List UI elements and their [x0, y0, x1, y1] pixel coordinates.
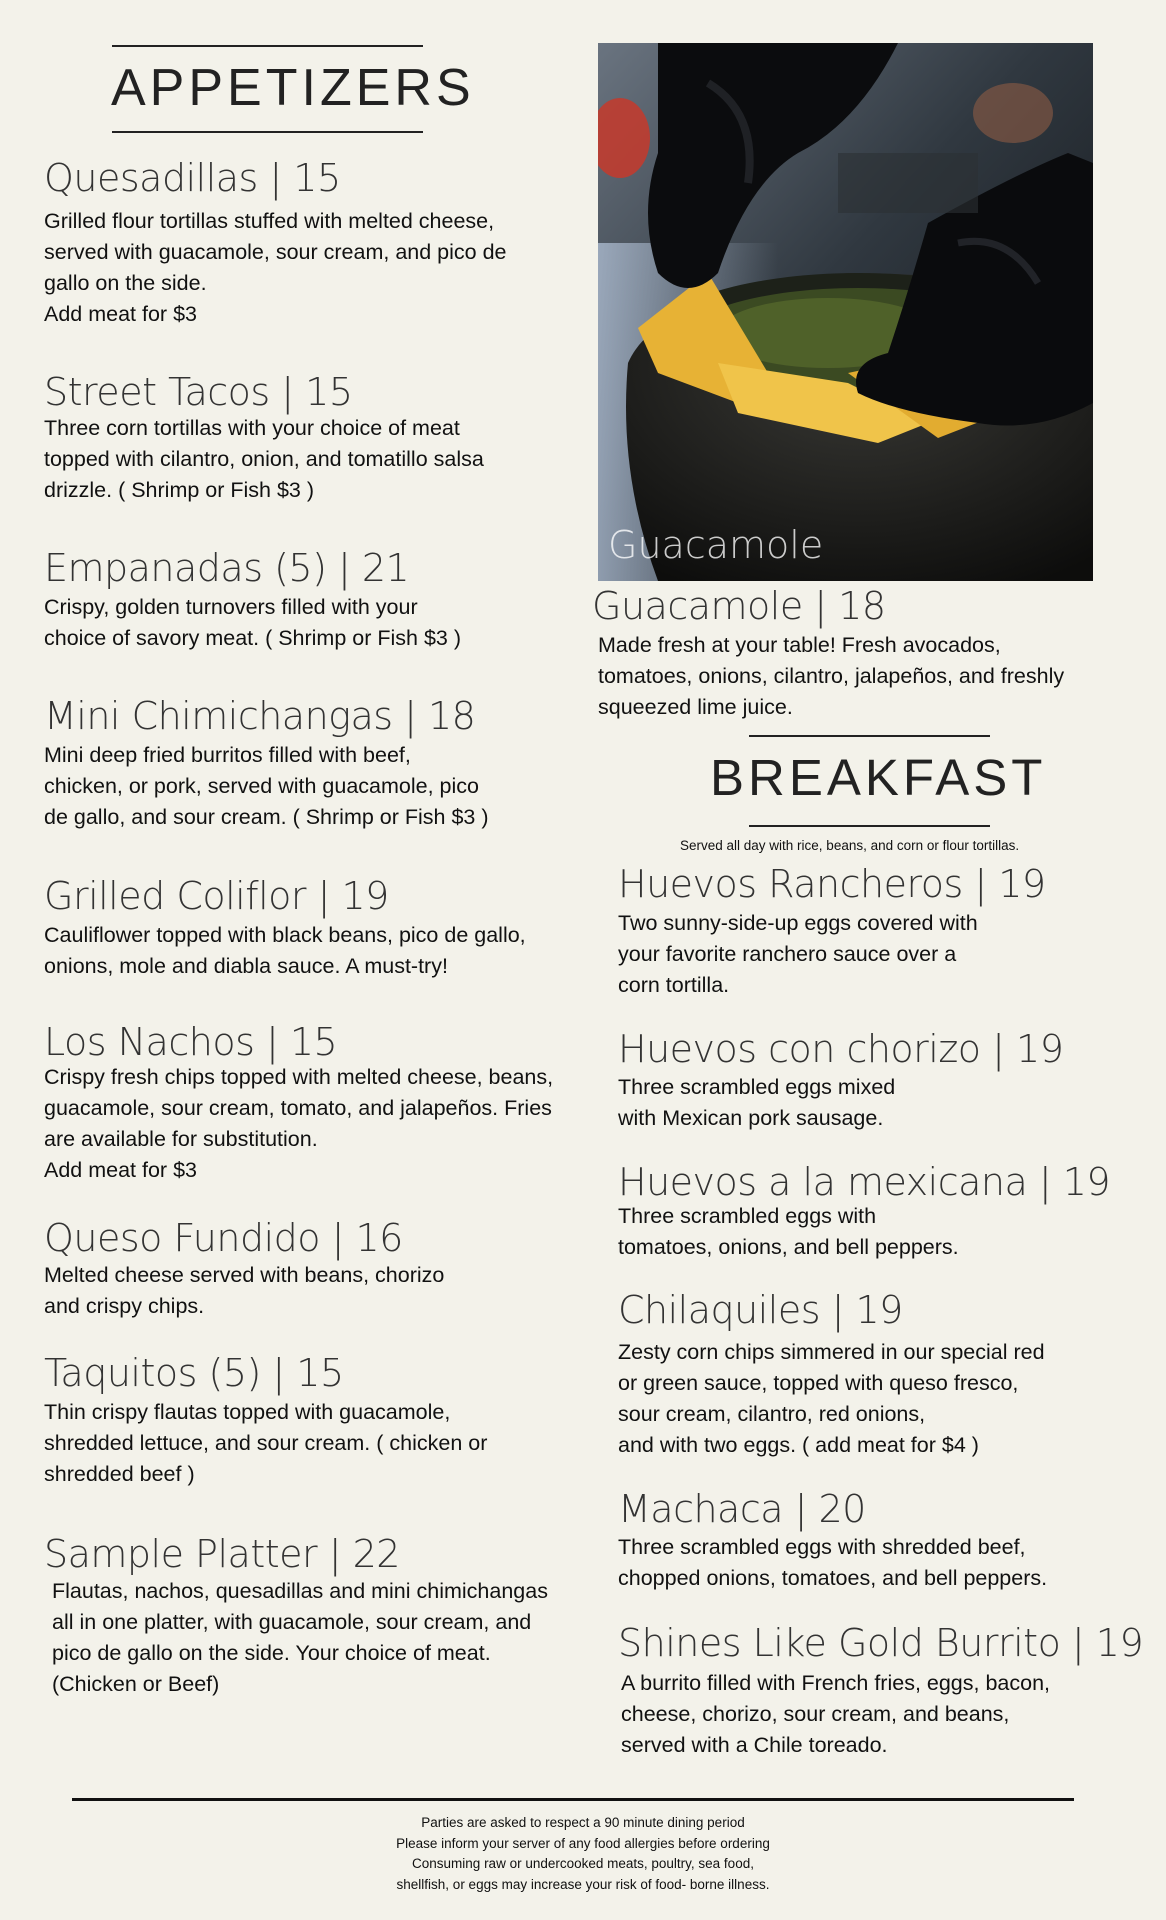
breakfast-title-huevos-a-la-mexicana: Huevos a la mexicana | 19: [618, 1160, 1111, 1204]
appetizer-desc-empanadas: Crispy, golden turnovers filled with your choice of savory meat. ( Shrimp or Fish $3 ): [44, 595, 462, 650]
appetizer-title-los-nachos: Los Nachos | 15: [44, 1020, 338, 1064]
appetizer-desc-grilled-coliflor: Cauliflower topped with black beans, pico de gallo, onions, mole and diabla sauce. A must-try!: [44, 923, 526, 978]
guacamole-desc: Made fresh at your table! Fresh avocados, tomatoes, onions, cilantro, jalapeños, and freshly squeezed lime juice.: [598, 633, 1065, 719]
breakfast-title-huevos-rancheros: Huevos Rancheros | 19: [618, 862, 1046, 906]
appetizer-desc-street-tacos: Three corn tortillas with your choice of meat topped with cilantro, onion, and tomatillo salsa drizzle. ( Shrimp or Fish $3 ): [44, 416, 484, 502]
footer-line-allergies: Please inform your server of any food allergies before ordering: [396, 1835, 770, 1851]
breakfast-desc-shines-like-gold-burrito: A burrito filled with French fries, eggs, bacon, cheese, chorizo, sour cream, and beans, served with a Chile toreado.: [621, 1671, 1051, 1757]
breakfast-desc-huevos-con-chorizo: Three scrambled eggs mixed with Mexican pork sausage.: [618, 1075, 896, 1130]
footer-line-dining-period: Parties are asked to respect a 90 minute dining period: [421, 1815, 745, 1830]
appetizers-bottom-rule: [112, 131, 423, 133]
appetizer-title-mini-chimichangas: Mini Chimichangas | 18: [44, 694, 476, 738]
appetizer-title-sample-platter: Sample Platter | 22: [44, 1532, 400, 1576]
breakfast-title-shines-like-gold-burrito: Shines Like Gold Burrito | 19: [618, 1621, 1144, 1665]
breakfast-title-chilaquiles: Chilaquiles | 19: [618, 1288, 903, 1332]
appetizer-desc-mini-chimichangas: Mini deep fried burritos filled with beef, chicken, or pork, served with guacamole, pico de gallo, and sour cream. ( Shrimp or Fish $3 ): [44, 743, 489, 829]
appetizers-title: APPETIZERS: [111, 59, 475, 117]
footer-line-raw-warning: Consuming raw or undercooked meats, poultry, sea food,: [412, 1856, 754, 1871]
footer-notes: [0, 1813, 1166, 1895]
footer-line-illness-warning: shellfish, or eggs may increase your risk of food- borne illness.: [396, 1876, 770, 1892]
appetizer-desc-sample-platter: Flautas, nachos, quesadillas and mini chimichangas all in one platter, with guacamole, sour cream, and pico de gallo on the side. Your choice of meat. (Chicken or Beef): [52, 1579, 548, 1696]
appetizer-desc-los-nachos: Crispy fresh chips topped with melted cheese, beans, guacamole, sour cream, tomato, and jalapeños. Fries are available for substitution. Add meat for $3: [44, 1065, 554, 1182]
footer-rule: [72, 1798, 1074, 1801]
appetizer-title-quesadillas: Quesadillas | 15: [44, 156, 341, 200]
breakfast-top-rule: [749, 735, 990, 737]
breakfast-title-machaca: Machaca | 20: [618, 1487, 866, 1531]
appetizer-desc-queso-fundido: Melted cheese served with beans, chorizo and crispy chips.: [44, 1263, 445, 1318]
photo-caption: Guacamole: [608, 523, 824, 567]
appetizer-title-taquitos: Taquitos (5) | 15: [44, 1351, 344, 1395]
breakfast-desc-chilaquiles: Zesty corn chips simmered in our special red or green sauce, topped with queso fresco, sour cream, cilantro, red onions, and with two eggs. ( add meat for $4 ): [618, 1340, 1045, 1457]
breakfast-desc-huevos-rancheros: Two sunny-side-up eggs covered with your favorite ranchero sauce over a corn tortilla.: [618, 911, 978, 997]
guacamole-photo: [598, 43, 1093, 581]
appetizer-title-grilled-coliflor: Grilled Coliflor | 19: [44, 874, 389, 918]
breakfast-bottom-rule: [749, 825, 990, 827]
breakfast-desc-machaca: Three scrambled eggs with shredded beef, chopped onions, tomatoes, and bell peppers.: [618, 1535, 1048, 1590]
appetizer-title-street-tacos: Street Tacos | 15: [44, 370, 353, 414]
breakfast-subtitle: Served all day with rice, beans, and corn or flour tortillas.: [680, 838, 1020, 853]
appetizer-desc-taquitos: Thin crispy flautas topped with guacamole, shredded lettuce, and sour cream. ( chicken or shredded beef ): [44, 1400, 488, 1486]
breakfast-title-huevos-con-chorizo: Huevos con chorizo | 19: [618, 1027, 1064, 1071]
appetizers-top-rule: [112, 45, 423, 47]
breakfast-desc-huevos-a-la-mexicana: Three scrambled eggs with tomatoes, onions, and bell peppers.: [618, 1204, 959, 1259]
guacamole-molcajete-photo-icon: [598, 43, 1093, 581]
appetizer-title-queso-fundido: Queso Fundido | 16: [44, 1216, 403, 1260]
breakfast-title: BREAKFAST: [710, 749, 1047, 806]
appetizer-desc-quesadillas: Grilled flour tortillas stuffed with melted cheese, served with guacamole, sour cream, and pico de gallo on the side. Add meat for $3: [44, 209, 507, 326]
guacamole-title: Guacamole | 18: [592, 584, 886, 628]
appetizer-title-empanadas: Empanadas (5) | 21: [44, 546, 410, 590]
